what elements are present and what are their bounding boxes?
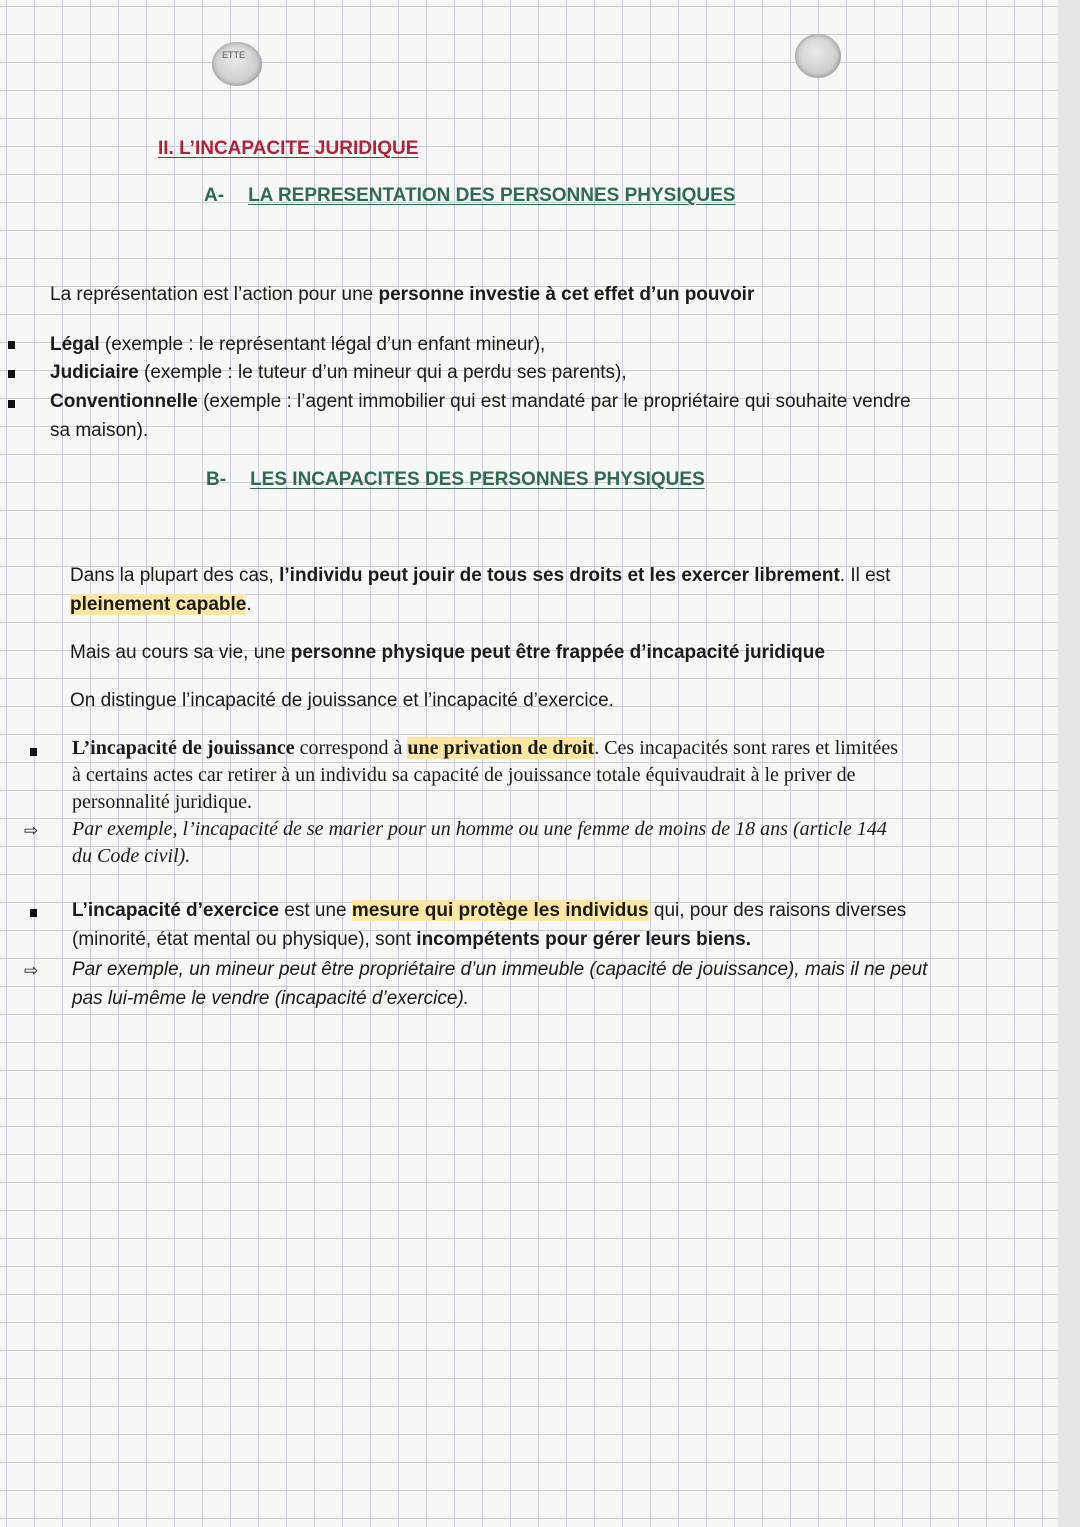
exercice-example <box>72 955 1042 1013</box>
subheading-b-title: LES INCAPACITES DES PERSONNES PHYSIQUES <box>250 469 705 490</box>
para1-highlight: pleinement capable <box>70 594 247 615</box>
arrow-icon: ⇨ <box>24 961 39 980</box>
para2-bold: personne physique peut être frappée d’incapacité juridique <box>290 642 825 663</box>
subheading-a-title: LA REPRESENTATION DES PERSONNES PHYSIQUES <box>248 185 736 206</box>
bullet-judiciaire <box>8 370 15 378</box>
subheading-b <box>206 469 705 491</box>
paragraph-capacity <box>70 561 1020 619</box>
judiciaire-label: Judiciaire <box>50 362 139 383</box>
list-item-legal <box>50 330 545 359</box>
para1-bold: l’individu peut jouir de tous ses droits et les exercer librement <box>279 565 840 586</box>
exercice-line2-bold: incompétents pour gérer leurs biens. <box>416 929 751 950</box>
paragraph-distinction <box>70 686 614 715</box>
bullet-exercice <box>30 909 37 917</box>
para3-text: On distingue l’incapacité de jouissance et l’incapacité d’exercice. <box>70 690 614 711</box>
para1-period: . <box>246 594 252 615</box>
exercice-highlight: mesure qui protège les individus <box>351 900 649 921</box>
intro-paragraph <box>50 280 754 309</box>
jouissance-example <box>72 816 1032 870</box>
subheading-b-letter: B- <box>206 469 227 490</box>
subheading-a <box>204 185 735 207</box>
legal-label: Légal <box>50 334 100 355</box>
bullet-legal <box>8 341 15 349</box>
paragraph-incapacity <box>70 638 825 667</box>
judiciaire-text: (exemple : le tuteur d’un mineur qui a perdu ses parents), <box>138 362 627 383</box>
exercice-example-line1: Par exemple, un mineur peut être propriétaire d’un immeuble (capacité de jouissance), mais il ne peut <box>72 959 928 980</box>
exercice-line2: (minorité, état mental ou physique), sont <box>72 929 417 950</box>
jouissance-line3: personnalité juridique. <box>72 791 252 813</box>
punch-hole-left <box>212 42 262 86</box>
jouissance-example-line2: du Code civil). <box>72 845 191 867</box>
list-item-conventionnelle <box>50 387 1040 445</box>
para1-text: Dans la plupart des cas, <box>70 565 280 586</box>
exercice-text-2: qui, pour des raisons diverses <box>648 900 907 921</box>
jouissance-line2: à certains actes car retirer à un individu sa capacité de jouissance totale équivaudrait à le priver de <box>72 764 856 786</box>
jouissance-text: correspond à <box>294 737 408 759</box>
exercice-block <box>72 896 1032 954</box>
para1-text-2: . Il est <box>839 565 891 586</box>
jouissance-line1-rest: . Ces incapacités sont rares et limitées <box>594 737 899 759</box>
jouissance-term: L’incapacité de jouissance <box>72 737 295 759</box>
exercice-term: L’incapacité d’exercice <box>72 900 280 921</box>
punch-hole-label: ETTE <box>222 50 246 60</box>
bullet-conventionnelle <box>8 400 15 408</box>
legal-text: (exemple : le représentant légal d’un enfant mineur), <box>99 334 546 355</box>
jouissance-example-line1: Par exemple, l’incapacité de se marier pour un homme ou une femme de moins de 18 ans (article 144 <box>72 818 887 840</box>
conventionnelle-label: Conventionnelle <box>50 391 198 412</box>
punch-hole-right <box>795 34 841 78</box>
exercice-example-line2: pas lui-même le vendre (incapacité d’exercice). <box>72 988 470 1009</box>
para2-text: Mais au cours sa vie, une <box>70 642 291 663</box>
intro-bold: personne investie à cet effet d’un pouvoir <box>378 284 755 305</box>
arrow-icon: ⇨ <box>24 821 39 840</box>
conventionnelle-text: (exemple : l’agent immobilier qui est mandaté par le propriétaire qui souhaite vendre <box>197 391 911 412</box>
bullet-jouissance <box>30 748 37 756</box>
intro-text: La représentation est l’action pour une <box>50 284 379 305</box>
jouissance-block <box>72 735 1032 816</box>
list-item-judiciaire <box>50 358 627 387</box>
subheading-a-letter: A- <box>204 185 225 206</box>
paper-edge <box>1058 0 1080 1527</box>
section-title: II. L’INCAPACITE JURIDIQUE <box>158 138 419 159</box>
conventionnelle-cont: sa maison). <box>50 420 149 441</box>
jouissance-highlight: une privation de droit <box>407 737 595 759</box>
exercice-text: est une <box>279 900 352 921</box>
